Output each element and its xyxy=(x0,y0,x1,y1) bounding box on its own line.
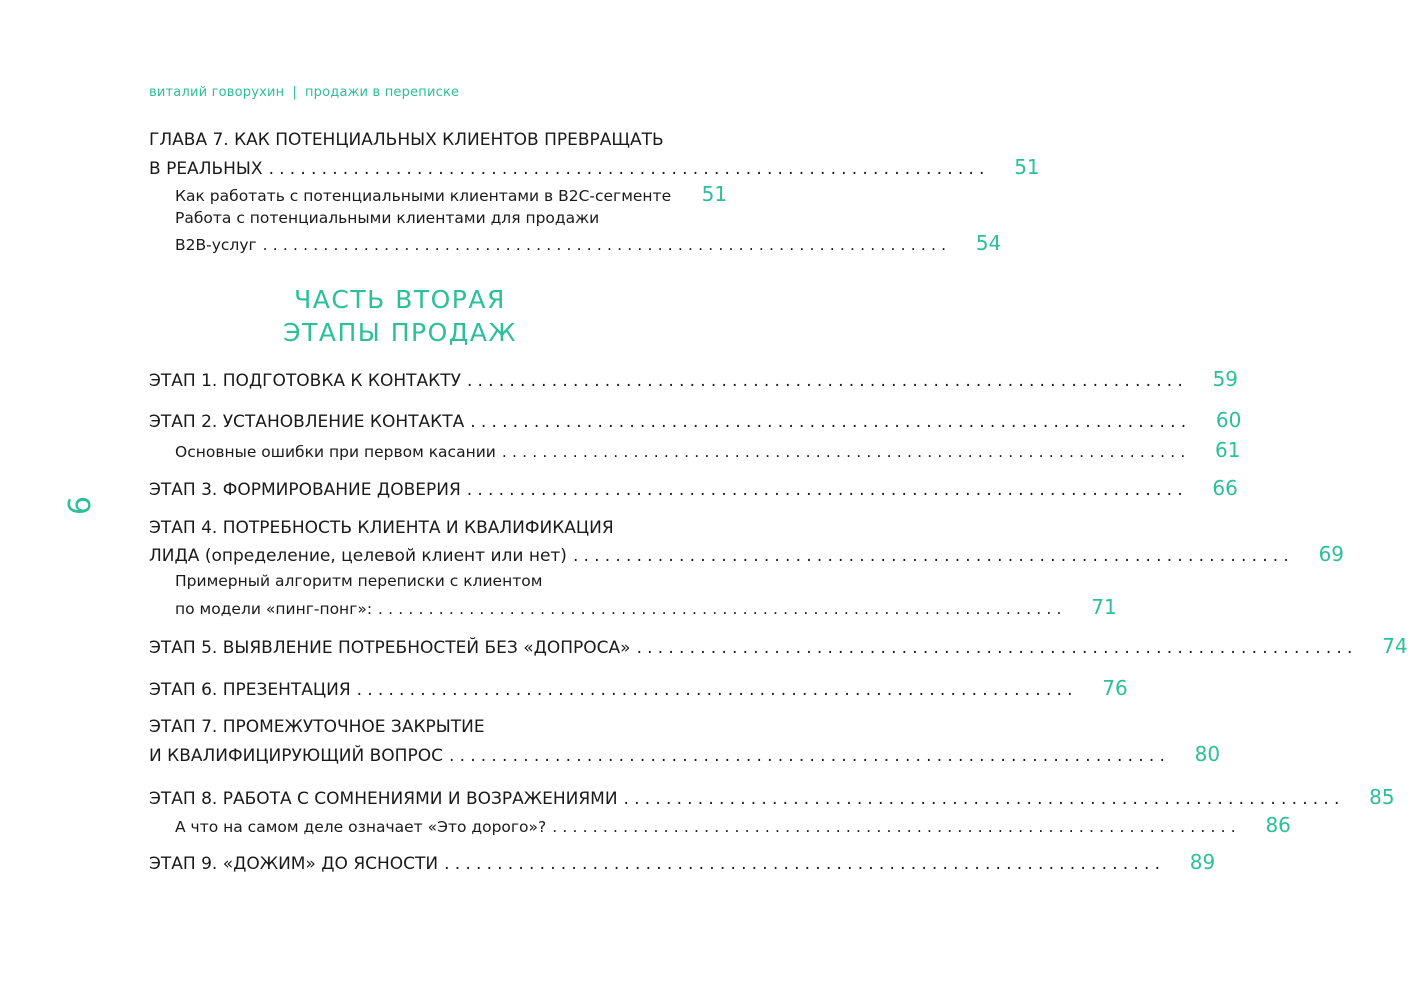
toc-subentry-label: А что на самом деле означает «Это дорого»? xyxy=(175,818,547,836)
toc-stage-7-line2: И КВАЛИФИЦИРУЮЩИЙ ВОПРОС xyxy=(149,746,443,766)
toc-ch7-title-line1: ГЛАВА 7. КАК ПОТЕНЦИАЛЬНЫХ КЛИЕНТОВ ПРЕВРАЩАТЬ xyxy=(149,130,664,150)
toc-entry-label: ЭТАП 3. ФОРМИРОВАНИЕ ДОВЕРИЯ xyxy=(149,480,461,500)
toc-page-number: 86 xyxy=(1265,813,1291,837)
leader-dots: .................................................................... xyxy=(552,818,1241,836)
leader-dots: .................................................................... xyxy=(572,546,1295,566)
toc-page-number: 85 xyxy=(1369,785,1395,809)
toc-entry-stage-9[interactable] xyxy=(0,850,1216,876)
running-header xyxy=(149,85,459,100)
page-number: 9 xyxy=(60,495,96,516)
toc-page-number: 51 xyxy=(701,182,728,206)
toc-page-number: 71 xyxy=(1091,595,1117,619)
leader-dots: .................................................................... xyxy=(470,412,1192,432)
toc-entry-stage-8-s1[interactable] xyxy=(0,813,1291,839)
toc-page-number: 76 xyxy=(1102,676,1128,700)
toc-page-number: 51 xyxy=(1014,155,1040,179)
toc-subentry-label: Как работать с потенциальными клиентами в B2C-сегменте xyxy=(175,187,672,205)
leader-dots: .................................................................... xyxy=(448,746,1171,766)
toc-entry-label: ЭТАП 6. ПРЕЗЕНТАЦИЯ xyxy=(149,680,351,700)
part-label: ЧАСТЬ ВТОРАЯ xyxy=(294,285,506,314)
toc-page-number: 80 xyxy=(1194,742,1221,766)
toc-entry-stage-2[interactable] xyxy=(0,408,1242,434)
leader-dots: .................................................................... xyxy=(356,680,1078,700)
toc-page-number: 89 xyxy=(1189,850,1216,874)
toc-page-number: 66 xyxy=(1212,476,1238,500)
toc-subentry-label: Основные ошибки при первом касании xyxy=(175,443,496,461)
toc-entry-stage-3[interactable] xyxy=(0,476,1238,502)
toc-entry-ch7-s2[interactable] xyxy=(0,231,1002,257)
toc-page-number: 60 xyxy=(1215,408,1242,432)
toc-stage-4-line2: ЛИДА (определение, целевой клиент или нет) xyxy=(149,546,567,566)
toc-page-number: 59 xyxy=(1212,367,1239,391)
toc-entry-label: ЭТАП 8. РАБОТА С СОМНЕНИЯМИ И ВОЗРАЖЕНИЯМИ xyxy=(149,789,618,809)
toc-stage-4-s1-line1: Примерный алгоритм переписки с клиентом xyxy=(175,572,543,590)
leader-dots: .................................................................... xyxy=(501,443,1191,461)
toc-page-number: 54 xyxy=(975,231,1002,255)
toc-entry-stage-2-s1[interactable] xyxy=(0,438,1241,464)
header-separator: | xyxy=(292,85,297,100)
toc-stage-4-line1: ЭТАП 4. ПОТРЕБНОСТЬ КЛИЕНТА И КВАЛИФИКАЦИЯ xyxy=(149,518,614,538)
toc-stage-7-line1: ЭТАП 7. ПРОМЕЖУТОЧНОЕ ЗАКРЫТИЕ xyxy=(149,717,485,737)
toc-entry-stage-4-s1[interactable] xyxy=(0,595,1117,621)
toc-ch7-s2-line2: B2B-услуг xyxy=(175,236,257,254)
toc-entry-label: ЭТАП 2. УСТАНОВЛЕНИЕ КОНТАКТА xyxy=(149,412,465,432)
toc-ch7-s2-line1: Работа с потенциальными клиентами для продажи xyxy=(175,209,600,227)
header-book-title: продажи в переписке xyxy=(304,85,460,100)
toc-entry-stage-1[interactable] xyxy=(0,367,1239,393)
toc-entry-ch7[interactable] xyxy=(0,155,1040,181)
toc-entry-stage-7[interactable] xyxy=(0,742,1221,768)
leader-dots: .................................................................... xyxy=(466,371,1189,391)
toc-entry-stage-8[interactable] xyxy=(0,785,1395,811)
toc-page-number: 61 xyxy=(1215,438,1241,462)
part-title: ЭТАПЫ ПРОДАЖ xyxy=(283,318,517,347)
toc-entry-stage-4[interactable] xyxy=(0,542,1345,568)
leader-dots: .................................................................... xyxy=(268,159,990,179)
toc-entry-stage-5[interactable] xyxy=(0,634,1408,660)
leader-dots: .................................................................... xyxy=(262,236,952,254)
toc-page-number: 74 xyxy=(1382,634,1408,658)
leader-dots: .................................................................... xyxy=(623,789,1345,809)
header-author: виталий говорухин xyxy=(149,85,285,100)
toc-ch7-title-line2: В РЕАЛЬНЫХ xyxy=(149,159,263,179)
toc-entry-label: ЭТАП 1. ПОДГОТОВКА К КОНТАКТУ xyxy=(149,371,461,391)
toc-page-number: 69 xyxy=(1318,542,1345,566)
toc-entry-ch7-s1[interactable] xyxy=(0,182,800,208)
toc-entry-stage-6[interactable] xyxy=(0,676,1128,702)
toc-entry-label: ЭТАП 9. «ДОЖИМ» ДО ЯСНОСТИ xyxy=(149,854,439,874)
leader-dots: .................................................................... xyxy=(636,638,1358,658)
leader-dots: .................................................................... xyxy=(466,480,1188,500)
leader-dots: .................................................................... xyxy=(378,600,1067,618)
toc-stage-4-s1-line2: по модели «пинг-понг»: xyxy=(175,600,373,618)
toc-entry-label: ЭТАП 5. ВЫЯВЛЕНИЕ ПОТРЕБНОСТЕЙ БЕЗ «ДОПРОСА» xyxy=(149,638,631,658)
leader-dots: .................................................................... xyxy=(444,854,1166,874)
